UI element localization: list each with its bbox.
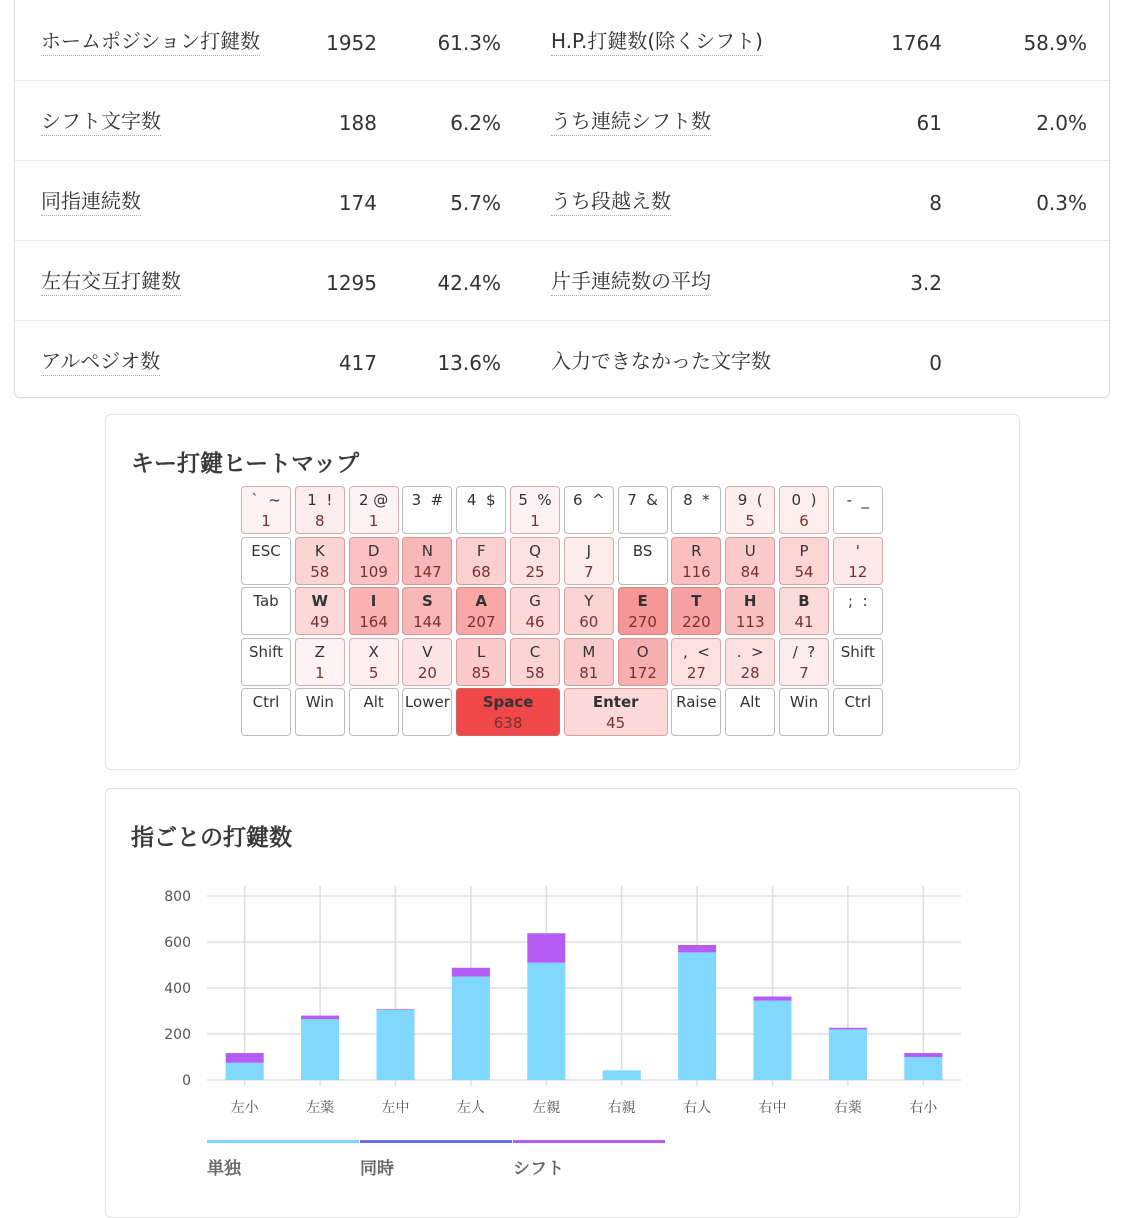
key-label: S: [421, 592, 433, 610]
key-label: V: [422, 642, 433, 661]
heatmap-key[interactable]: [295, 486, 345, 534]
heatmap-key[interactable]: [833, 688, 883, 736]
heatmap-key[interactable]: [349, 688, 399, 736]
stat-label[interactable]: シフト文字数: [41, 109, 161, 136]
finger-bar-chart: [106, 789, 1019, 1119]
key-count: 58: [310, 562, 330, 581]
bar-segment[interactable]: [904, 1057, 942, 1080]
key-label: . >: [736, 642, 764, 661]
legend-label-single[interactable]: 単独: [207, 1159, 241, 1179]
bar-segment[interactable]: [527, 963, 565, 1080]
key-label: 5 %: [518, 491, 552, 509]
heatmap-key[interactable]: [671, 688, 721, 736]
heatmap-key[interactable]: [564, 638, 614, 686]
heatmap-key[interactable]: [779, 587, 829, 635]
key-count: 638: [493, 714, 523, 732]
heatmap-key[interactable]: [779, 486, 829, 534]
heatmap-key[interactable]: [725, 537, 775, 585]
key-label: 9 (: [737, 491, 763, 509]
key-label: N: [421, 541, 433, 560]
bar-segment[interactable]: [452, 977, 490, 1081]
key-label: F: [476, 541, 486, 560]
key-label: A: [475, 592, 487, 610]
stat-percent: 58.9%: [1023, 31, 1087, 55]
key-count: 81: [579, 663, 599, 682]
stat-label: 入力できなかった文字数: [551, 349, 771, 373]
key-label: Ctrl: [844, 693, 872, 711]
key-count: 20: [417, 663, 437, 682]
legend-line-simul[interactable]: [360, 1140, 512, 1143]
heatmap-key[interactable]: [618, 486, 668, 534]
heatmap-key[interactable]: [349, 587, 399, 635]
heatmap-key[interactable]: [402, 688, 452, 736]
stat-percent: 5.7%: [450, 191, 501, 215]
heatmap-key[interactable]: [725, 587, 775, 635]
heatmap-key[interactable]: [349, 486, 399, 534]
key-label: ` ~: [251, 491, 281, 509]
heatmap-key[interactable]: [618, 537, 668, 585]
key-label: G: [529, 592, 541, 610]
key-label: Enter: [592, 693, 639, 711]
x-tick-label: 右中: [758, 1100, 787, 1116]
key-label: Q: [529, 541, 541, 560]
key-label: Z: [314, 642, 325, 661]
heatmap-key[interactable]: [456, 486, 506, 534]
key-count: 1: [261, 512, 271, 530]
heatmap-key[interactable]: [564, 688, 668, 736]
key-label: ; :: [847, 592, 868, 610]
key-count: 27: [686, 663, 706, 682]
key-label: Tab: [253, 592, 279, 610]
key-label: 8 *: [683, 491, 710, 509]
heatmap-key[interactable]: [618, 587, 668, 635]
bar-segment[interactable]: [678, 945, 716, 952]
heatmap-key[interactable]: [241, 537, 291, 585]
key-label: Raise: [676, 693, 717, 711]
key-label: 0 ): [791, 491, 817, 509]
stat-label[interactable]: 左右交互打鍵数: [41, 269, 181, 296]
key-label: ': [855, 541, 860, 560]
stat-value: 3.2: [910, 271, 942, 295]
heatmap-key[interactable]: [456, 587, 506, 635]
heatmap-key[interactable]: [671, 587, 721, 635]
stat-value: 1952: [326, 31, 377, 55]
heatmap-key[interactable]: [295, 688, 345, 736]
finger-chart-title: 指ごとの打鍵数: [131, 825, 292, 851]
heatmap-key[interactable]: [510, 638, 560, 686]
key-count: 172: [628, 663, 657, 682]
heatmap-key[interactable]: [833, 486, 883, 534]
heatmap-card: [105, 414, 1020, 770]
key-label: C: [529, 642, 541, 661]
key-count: 5: [368, 663, 379, 682]
x-tick-label: 右小: [909, 1100, 938, 1116]
heatmap-key[interactable]: [618, 638, 668, 686]
bar-segment[interactable]: [377, 1009, 415, 1010]
stat-percent: 61.3%: [437, 31, 501, 55]
heatmap-key[interactable]: [510, 587, 560, 635]
key-count: 84: [740, 562, 760, 581]
key-label: E: [637, 592, 648, 610]
stats-row: [15, 1, 1111, 81]
heatmap-key[interactable]: [725, 486, 775, 534]
bar-segment[interactable]: [377, 1010, 415, 1080]
key-label: 2 @: [358, 491, 389, 509]
y-tick-label: 400: [164, 981, 191, 997]
key-label: K: [314, 541, 325, 560]
x-tick-label: 左親: [532, 1100, 561, 1116]
y-tick-label: 600: [164, 935, 191, 951]
x-tick-label: 右人: [683, 1100, 712, 1116]
key-label: Shift: [248, 642, 284, 661]
heatmap-key[interactable]: [671, 486, 721, 534]
bar-segment[interactable]: [603, 1070, 641, 1080]
key-label: H: [743, 592, 757, 610]
key-count: 58: [525, 663, 545, 682]
key-count: 7: [584, 562, 594, 581]
key-count: 25: [525, 562, 545, 581]
key-count: 109: [359, 562, 388, 581]
key-count: 1: [530, 512, 540, 530]
key-label: Lower: [404, 693, 450, 711]
key-label: 7 &: [627, 491, 658, 509]
bar-segment[interactable]: [754, 997, 792, 1001]
key-count: 49: [310, 613, 330, 631]
stats-row: [15, 161, 1111, 241]
stat-percent: 42.4%: [437, 271, 501, 295]
key-count: 113: [735, 613, 765, 631]
stat-percent: 2.0%: [1036, 111, 1087, 135]
stats-row: [15, 241, 1111, 321]
key-label: 4 $: [466, 491, 496, 509]
stat-label[interactable]: 同指連続数: [41, 189, 141, 216]
key-count: 220: [682, 613, 711, 631]
bar-segment[interactable]: [527, 933, 565, 962]
bar-segment[interactable]: [754, 1001, 792, 1080]
key-label: 6 ^: [572, 491, 605, 509]
x-tick-label: 左中: [381, 1100, 410, 1116]
heatmap-key[interactable]: [402, 587, 452, 635]
bar-segment[interactable]: [678, 952, 716, 1080]
legend-line-single[interactable]: [207, 1140, 359, 1143]
x-tick-label: 右親: [607, 1100, 636, 1116]
y-tick-label: 800: [164, 889, 191, 905]
bar-segment[interactable]: [226, 1053, 264, 1063]
key-label: Y: [584, 592, 594, 610]
stat-value: 188: [338, 111, 377, 135]
key-label: , <: [682, 642, 710, 661]
heatmap-key[interactable]: [564, 537, 614, 585]
heatmap-key[interactable]: [510, 486, 560, 534]
heatmap-key[interactable]: [833, 587, 883, 635]
key-label: R: [691, 541, 702, 560]
heatmap-key[interactable]: [402, 638, 452, 686]
key-label: - _: [846, 491, 870, 509]
heatmap-key[interactable]: [241, 587, 291, 635]
key-label: 1 !: [307, 491, 333, 509]
heatmap-key[interactable]: [833, 537, 883, 585]
key-label: L: [477, 642, 486, 661]
heatmap-key[interactable]: [295, 587, 345, 635]
heatmap-key[interactable]: [241, 486, 291, 534]
heatmap-key[interactable]: [349, 537, 399, 585]
stat-label[interactable]: H.P.打鍵数(除くシフト): [551, 29, 763, 56]
key-label: P: [799, 541, 809, 560]
heatmap-title: キー打鍵ヒートマップ: [131, 451, 360, 477]
key-label: O: [636, 642, 649, 661]
legend-line-shift[interactable]: [513, 1140, 665, 1143]
stat-value: 417: [338, 351, 377, 375]
heatmap-key[interactable]: [779, 537, 829, 585]
key-label: U: [744, 541, 756, 560]
key-count: 28: [740, 663, 760, 682]
key-label: Alt: [740, 693, 761, 711]
stat-label[interactable]: 片手連続数の平均: [551, 269, 711, 296]
key-label: D: [367, 541, 380, 560]
key-count: 164: [359, 613, 388, 631]
heatmap-key[interactable]: [725, 688, 775, 736]
heatmap-key[interactable]: [402, 486, 452, 534]
key-count: 54: [794, 562, 814, 581]
keyboard-heatmap: [241, 486, 885, 736]
stat-value: 174: [338, 191, 377, 215]
x-tick-label: 右薬: [833, 1100, 862, 1116]
heatmap-key[interactable]: [779, 638, 829, 686]
key-label: 3 #: [411, 491, 444, 509]
key-count: 207: [466, 613, 496, 631]
heatmap-key[interactable]: [564, 486, 614, 534]
heatmap-key[interactable]: [456, 537, 506, 585]
key-count: 5: [745, 512, 755, 530]
key-count: 45: [606, 714, 626, 732]
bar-segment[interactable]: [829, 1028, 867, 1030]
key-label: Win: [305, 693, 334, 711]
stat-value: 0: [929, 351, 942, 375]
key-label: Space: [482, 693, 534, 711]
y-tick-label: 0: [182, 1073, 191, 1089]
stat-value: 1764: [891, 31, 942, 55]
key-count: 147: [413, 562, 442, 581]
key-label: J: [586, 541, 592, 560]
bar-segment[interactable]: [829, 1029, 867, 1080]
stat-value: 8: [929, 191, 942, 215]
stats-card: [14, 0, 1110, 398]
key-count: 46: [525, 613, 545, 631]
key-label: W: [311, 592, 329, 610]
bar-segment[interactable]: [301, 1016, 339, 1019]
key-count: 116: [682, 562, 711, 581]
key-count: 6: [799, 512, 809, 530]
stats-row: [15, 81, 1111, 161]
heatmap-key[interactable]: [779, 688, 829, 736]
stats-row: [15, 321, 1111, 401]
x-tick-label: 左小: [230, 1100, 259, 1116]
key-count: 144: [413, 613, 442, 631]
heatmap-key[interactable]: [456, 688, 560, 736]
bar-segment[interactable]: [452, 968, 490, 977]
heatmap-key[interactable]: [564, 587, 614, 635]
heatmap-key[interactable]: [833, 638, 883, 686]
bar-segment[interactable]: [301, 1019, 339, 1080]
stat-percent: 13.6%: [437, 351, 501, 375]
bar-segment[interactable]: [904, 1053, 942, 1057]
stat-label[interactable]: アルペジオ数: [41, 349, 160, 376]
x-tick-label: 左薬: [306, 1100, 335, 1116]
key-label: ESC: [251, 541, 281, 560]
heatmap-key[interactable]: [241, 638, 291, 686]
heatmap-key[interactable]: [456, 638, 506, 686]
key-count: 1: [315, 663, 325, 682]
key-count: 41: [794, 613, 814, 631]
heatmap-key[interactable]: [241, 688, 291, 736]
stat-label[interactable]: うち段越え数: [551, 189, 671, 216]
stat-percent: 6.2%: [450, 111, 501, 135]
key-count: 270: [628, 613, 657, 631]
heatmap-key[interactable]: [671, 537, 721, 585]
key-label: Alt: [363, 693, 384, 711]
key-label: M: [582, 642, 596, 661]
stat-value: 61: [916, 111, 942, 135]
heatmap-key[interactable]: [510, 537, 560, 585]
key-label: BS: [632, 541, 653, 560]
legend-label-simul[interactable]: 同時: [360, 1159, 394, 1179]
key-count: 8: [315, 512, 325, 530]
key-label: I: [370, 592, 377, 610]
key-count: 1: [368, 512, 379, 530]
stat-percent: 0.3%: [1036, 191, 1087, 215]
key-count: 12: [848, 562, 868, 581]
key-label: Ctrl: [252, 693, 280, 711]
stat-value: 1295: [326, 271, 377, 295]
x-tick-label: 左人: [456, 1100, 485, 1116]
finger-chart-card: [105, 788, 1020, 1218]
heatmap-key[interactable]: [295, 638, 345, 686]
key-count: 60: [579, 613, 599, 631]
key-label: T: [691, 592, 702, 610]
key-label: Win: [789, 693, 819, 711]
key-label: / ?: [792, 642, 816, 661]
stat-label[interactable]: うち連続シフト数: [551, 109, 711, 136]
heatmap-key[interactable]: [295, 537, 345, 585]
bar-segment[interactable]: [226, 1063, 264, 1080]
heatmap-key[interactable]: [402, 537, 452, 585]
y-tick-label: 200: [164, 1027, 191, 1043]
key-count: 7: [799, 663, 809, 682]
key-label: B: [798, 592, 810, 610]
key-label: X: [368, 642, 379, 661]
stat-label[interactable]: ホームポジション打鍵数: [41, 29, 260, 56]
key-count: 68: [471, 562, 491, 581]
key-label: Shift: [840, 642, 875, 661]
key-count: 85: [471, 663, 491, 682]
legend-label-shift[interactable]: シフト: [513, 1159, 564, 1179]
heatmap-key[interactable]: [349, 638, 399, 686]
heatmap-key[interactable]: [725, 638, 775, 686]
heatmap-key[interactable]: [671, 638, 721, 686]
